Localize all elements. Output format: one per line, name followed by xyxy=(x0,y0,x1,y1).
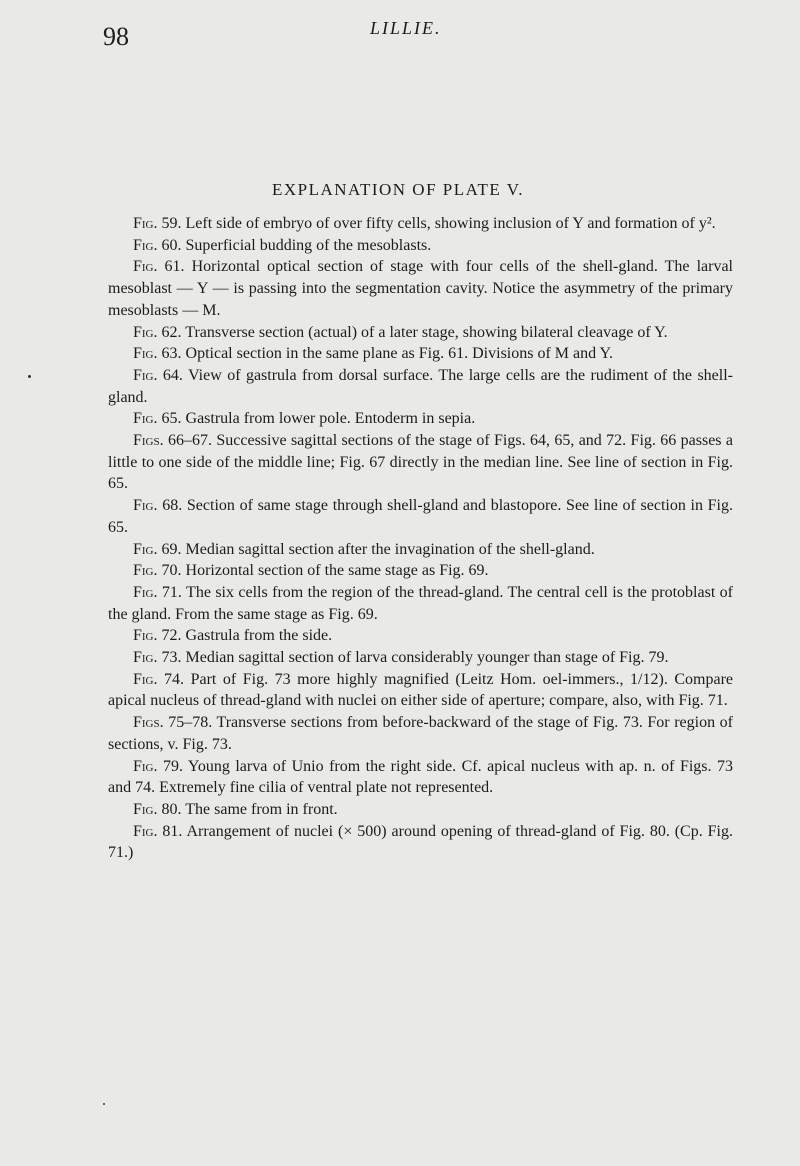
figure-description: Successive sagittal sections of the stage of Figs. 64, 65, and 72. Fig. 66 passes a little to one side of the middle line; Fig. 67 directly in the median line. See line of section in Fig. 65. xyxy=(108,432,733,493)
figure-entry xyxy=(108,712,733,755)
figure-description: Section of same stage through shell-gland and blastopore. See line of section in Fig. 65. xyxy=(108,497,734,536)
figure-description: Horizontal section of the same stage as Fig. 69. xyxy=(185,562,489,580)
figure-entry xyxy=(108,560,733,582)
figure-entry xyxy=(108,539,733,561)
figure-label: Fig. 62. xyxy=(133,323,182,341)
figure-entry xyxy=(108,408,733,430)
figure-entry xyxy=(108,343,733,365)
figure-label: Fig. 59. xyxy=(133,215,182,232)
figure-description: Median sagittal section after the invagination of the shell-gland. xyxy=(185,540,595,558)
figure-label: Fig. 74. xyxy=(133,670,185,688)
figure-label: Fig. 69. xyxy=(133,540,182,558)
running-head: LILLIE. xyxy=(370,18,442,38)
page-number: 98 xyxy=(103,22,129,51)
figure-label: Fig. 73. xyxy=(133,649,182,667)
figure-entry xyxy=(108,235,733,257)
figure-description: Part of Fig. 73 more highly magnified (Leitz Hom. oel-immers., 1/12). Compare apical nucleus of thread-gland with nuclei on either side of aperture; compare, also, with Fig. 71. xyxy=(108,670,734,710)
figure-label: Fig. 70. xyxy=(133,562,182,580)
figure-description: Superficial budding of the mesoblasts. xyxy=(185,236,432,254)
figure-description: The same from in front. xyxy=(185,800,338,818)
figure-entry xyxy=(108,365,733,408)
figure-description: Optical section in the same plane as Fig. 61. Divisions of M and Y. xyxy=(185,345,614,363)
figure-description: The six cells from the region of the thread-gland. The central cell is the protoblast of the gland. From the same stage as Fig. 69. xyxy=(108,583,733,623)
figure-label: Fig. 81. xyxy=(133,822,183,840)
figure-entry xyxy=(108,669,733,712)
figure-label: Fig. 60. xyxy=(133,236,182,254)
figure-entry xyxy=(108,495,733,538)
figure-description: Young larva of Unio from the right side. Cf. apical nucleus with ap. n. of Figs. 73 and 74. Extremely fine cilia of ventral plate not represented. xyxy=(108,757,733,797)
figure-description: Arrangement of nuclei (× 500) around opening of thread-gland of Fig. 80. (Cp. Fig. 71.) xyxy=(108,822,733,862)
figure-entry xyxy=(108,430,733,495)
figure-entry xyxy=(108,256,733,321)
figure-description: Transverse sections from before-backward of the stage of Fig. 73. For region of sections, v. Fig. 73. xyxy=(108,714,734,753)
figure-entry xyxy=(108,322,733,344)
figure-description: Median sagittal section of larva considerably younger than stage of Fig. 79. xyxy=(185,649,669,667)
figure-description: Transverse section (actual) of a later stage, showing bilateral cleavage of Y. xyxy=(185,323,668,341)
plate-title: EXPLANATION OF PLATE V. xyxy=(272,180,525,199)
figure-label: Fig. 72. xyxy=(133,627,182,645)
figure-label: Figs. 75–78. xyxy=(133,714,213,732)
figure-label: Fig. 71. xyxy=(133,583,182,601)
figure-entry xyxy=(108,625,733,647)
figure-entry xyxy=(108,821,733,864)
figure-entry xyxy=(108,756,733,799)
figure-label: Fig. 80. xyxy=(133,800,182,818)
figure-description: Horizontal optical section of stage with four cells of the shell-gland. The larval mesoblast — Y — is passing into the segmentation cavity. Notice the asymmetry of the primary mesoblasts — M. xyxy=(108,258,734,319)
figure-entry xyxy=(108,213,733,235)
figure-label: Fig. 79. xyxy=(133,757,183,775)
paper-speck xyxy=(103,1103,105,1105)
paper-speck xyxy=(28,375,31,378)
figure-label: Fig. 61. xyxy=(133,258,185,276)
figure-label: Fig. 63. xyxy=(133,345,182,363)
figure-label: Fig. 68. xyxy=(133,497,183,515)
figure-label: Fig. 64. xyxy=(133,366,183,384)
figure-explanations xyxy=(108,213,733,864)
figure-description: View of gastrula from dorsal surface. The large cells are the rudiment of the shell-gland. xyxy=(108,366,733,406)
figure-entry xyxy=(108,582,733,625)
figure-description: Gastrula from lower pole. Entoderm in sepia. xyxy=(185,410,476,428)
figure-entry xyxy=(108,647,733,669)
figure-label: Figs. 66–67. xyxy=(133,432,212,450)
figure-entry xyxy=(108,799,733,821)
figure-description: Left side of embryo of over fifty cells, showing inclusion of Y and formation of y². xyxy=(185,215,716,232)
figure-description: Gastrula from the side. xyxy=(185,627,333,645)
figure-label: Fig. 65. xyxy=(133,410,182,428)
